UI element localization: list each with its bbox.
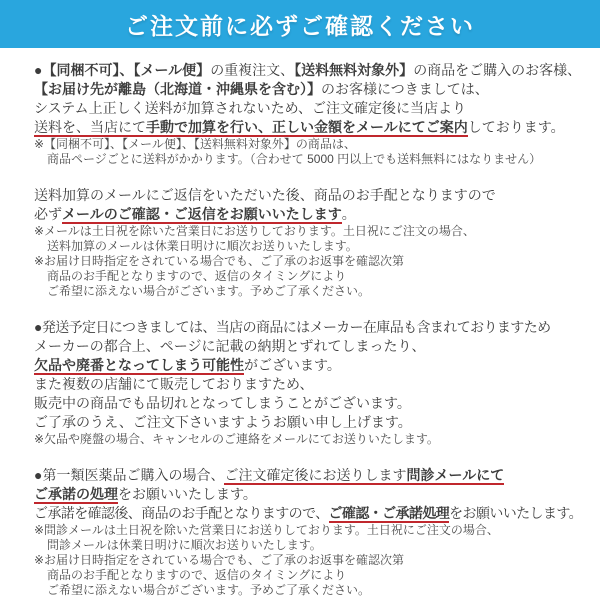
highlighted-text-segment: ご注文確定後にお送りします	[224, 467, 407, 483]
notice-section-class1-drug	[34, 466, 598, 598]
text-segment: ●発送予定日につきましては、当店の商品にはメーカー在庫品も含まれておりますため	[34, 319, 551, 335]
notice-line	[34, 538, 598, 553]
text-segment: 商品ページごとに送料がかかります。（合わせて 5000 円以上でも送料無料にはなりません）	[47, 152, 542, 166]
highlighted-text-segment: 送料を、当店にて	[34, 119, 146, 135]
text-segment: の重複注文、	[210, 62, 295, 78]
text-segment: ご希望に添えない場合がございます。予めご了承ください。	[47, 284, 371, 298]
text-segment: 商品のお手配となりますので、返信のタイミングにより	[47, 568, 347, 582]
text-segment: ご承諾を確認後、商品のお手配となりますので、	[34, 505, 329, 521]
notice-line	[34, 152, 598, 167]
text-segment: ※欠品や廃盤の場合、キャンセルのご連絡をメールにてお送りいたします。	[34, 432, 439, 446]
text-segment: 【お届け先が離島（北海道・沖縄県を含む）】	[34, 81, 321, 97]
text-segment: メーカーの都合上、ページに記載の納期とずれてしまったり、	[34, 338, 426, 354]
text-segment: しております。	[467, 119, 565, 135]
highlighted-text-segment: 問診メールにて	[406, 467, 505, 483]
text-segment: をお願いいたします。	[449, 505, 583, 521]
notice-line	[34, 466, 598, 485]
notice-section-shipping-date	[34, 318, 598, 447]
text-segment: ※お届け日時指定をされている場合でも、ご了承のお返事を確認次第	[34, 553, 405, 567]
notice-line	[34, 432, 598, 447]
text-segment: 送料加算のメールにご返信をいただいた後、商品のお手配となりますので	[34, 187, 496, 203]
notice-line	[34, 356, 598, 375]
notice-line	[34, 284, 598, 299]
highlighted-text-segment: 手動で加算を行い、正しい金額をメールにてご案内	[146, 119, 468, 135]
notice-line	[34, 394, 598, 413]
notice-section-mail-reply	[34, 186, 598, 299]
notice-line	[34, 80, 598, 99]
notice-title: ご注文前に必ずご確認ください	[125, 12, 475, 39]
notice-line	[34, 99, 598, 118]
text-segment: ※【同梱不可】、【メール便】、【送料無料対象外】の商品は、	[34, 137, 356, 151]
notice-line	[34, 118, 598, 137]
text-segment: 販売中の商品でも品切れとなってしまうことがございます。	[34, 395, 411, 411]
notice-line	[34, 375, 598, 394]
notice-line	[34, 186, 598, 205]
text-segment: ●【同梱不可】、【メール便】	[34, 62, 211, 78]
notice-line	[34, 137, 598, 152]
notice-body	[0, 48, 600, 598]
text-segment: 問診メールは休業日明けに順次お送りいたします。	[47, 538, 322, 552]
text-segment: をお願いいたします。	[118, 486, 257, 502]
notice-line	[34, 224, 598, 239]
notice-line	[34, 269, 598, 284]
notice-line	[34, 239, 598, 254]
notice-line	[34, 61, 598, 80]
notice-section-shipping-surcharge	[34, 61, 598, 167]
text-segment: 送料加算のメールは休業日明けに順次お送りいたします。	[47, 239, 358, 253]
highlighted-text-segment: ご確認・ご承諾処理	[328, 505, 450, 521]
notice-line	[34, 523, 598, 538]
text-segment: また複数の店舗にて販売しておりますため、	[34, 376, 314, 392]
text-segment: の商品をご購入のお客様、	[413, 62, 582, 78]
highlighted-text-segment: メールのご確認・ご返信をお願いいたします	[62, 206, 342, 222]
highlighted-text-segment: 欠品や廃番となってしまう可能性	[34, 357, 244, 373]
text-segment: 【送料無料対象外】	[294, 62, 414, 78]
notice-line	[34, 568, 598, 583]
text-segment: ※お届け日時指定をされている場合でも、ご了承のお返事を確認次第	[34, 254, 405, 268]
text-segment: のお客様につきましては、	[321, 81, 489, 97]
text-segment: 商品のお手配となりますので、返信のタイミングにより	[47, 269, 347, 283]
highlighted-text-segment: ご承諾の処理	[34, 486, 118, 502]
text-segment: 必ず	[34, 206, 62, 222]
notice-line	[34, 583, 598, 598]
notice-line	[34, 504, 598, 523]
notice-line	[34, 254, 598, 269]
notice-line	[34, 318, 598, 337]
notice-line	[34, 413, 598, 432]
text-segment: ※メールは土日祝を除いた営業日にお送りしております。土日祝にご注文の場合、	[34, 224, 475, 238]
notice-header	[0, 0, 600, 48]
text-segment: ●第一類医薬品ご購入の場合、	[34, 467, 225, 483]
text-segment: がございます。	[244, 357, 341, 373]
text-segment: ご希望に添えない場合がございます。予めご了承ください。	[47, 583, 371, 597]
notice-line	[34, 553, 598, 568]
text-segment: システム上正しく送料が加算されないため、ご注文確定後に当店より	[34, 100, 467, 116]
text-segment: 。	[341, 206, 356, 222]
notice-line	[34, 337, 598, 356]
notice-line	[34, 205, 598, 224]
text-segment: ご了承のうえ、ご注文下さいますようお願い申し上げます。	[34, 414, 412, 430]
notice-line	[34, 485, 598, 504]
text-segment: ※問診メールは土日祝を除いた営業日にお送りしております。土日祝にご注文の場合、	[34, 523, 499, 537]
